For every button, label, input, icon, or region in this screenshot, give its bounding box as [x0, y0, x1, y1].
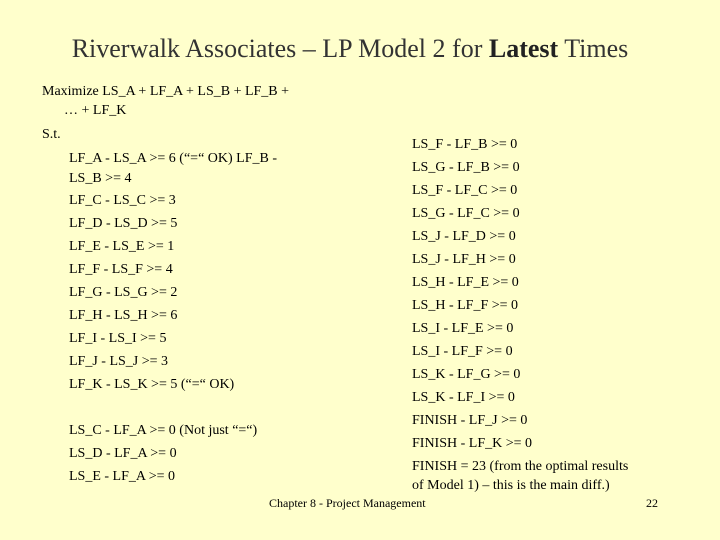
constraint-right-4: LS_G - LF_C >= 0: [412, 206, 520, 221]
footer-chapter: Chapter 8 - Project Management: [269, 496, 426, 510]
constraint-right-1: LS_F - LF_B >= 0: [412, 137, 518, 152]
constraint-right-3: LS_F - LF_C >= 0: [412, 183, 518, 198]
constraint-left-3: LF_C - LS_C >= 3: [69, 193, 176, 208]
constraint-right-10: LS_I - LF_F >= 0: [412, 344, 513, 359]
constraint-right-12: LS_K - LF_I >= 0: [412, 390, 515, 405]
constraint-left-2: LS_B >= 4: [69, 171, 132, 186]
footer-page-number: 22: [646, 496, 658, 510]
constraint-right-9: LS_I - LF_E >= 0: [412, 321, 514, 336]
constraint-right-11: LS_K - LF_G >= 0: [412, 367, 521, 382]
constraint-right-8: LS_H - LF_F >= 0: [412, 298, 519, 313]
constraint-right-15: FINISH = 23 (from the optimal results: [412, 459, 629, 474]
constraint-right-6: LS_J - LF_H >= 0: [412, 252, 516, 267]
slide-title: [0, 34, 700, 64]
objective-line-1: Maximize LS_A + LF_A + LS_B + LF_B +: [42, 84, 290, 99]
objective-line-2: … + LF_K: [64, 103, 127, 118]
constraint-left-8: LF_H - LS_H >= 6: [69, 308, 178, 323]
title-suffix: Times: [558, 34, 629, 63]
constraint-left-6: LF_F - LS_F >= 4: [69, 262, 173, 277]
constraint-right-7: LS_H - LF_E >= 0: [412, 275, 519, 290]
constraint-left-1: LF_A - LS_A >= 6 (“=“ OK) LF_B -: [69, 151, 278, 166]
title-prefix: Riverwalk Associates – LP Model 2 for: [71, 34, 489, 63]
precedence-left-3: LS_E - LF_A >= 0: [69, 469, 176, 484]
constraint-right-16: of Model 1) – this is the main diff.): [412, 478, 610, 493]
constraint-left-5: LF_E - LS_E >= 1: [69, 239, 175, 254]
precedence-left-1: LS_C - LF_A >= 0 (Not just “=“): [69, 423, 258, 438]
constraint-left-9: LF_I - LS_I >= 5: [69, 331, 167, 346]
constraint-right-2: LS_G - LF_B >= 0: [412, 160, 520, 175]
constraint-right-14: FINISH - LF_K >= 0: [412, 436, 533, 451]
constraint-left-4: LF_D - LS_D >= 5: [69, 216, 178, 231]
constraint-left-10: LF_J - LS_J >= 3: [69, 354, 169, 369]
subject-to-label: S.t.: [42, 127, 61, 142]
constraint-left-7: LF_G - LS_G >= 2: [69, 285, 178, 300]
precedence-left-2: LS_D - LF_A >= 0: [69, 446, 177, 461]
constraint-right-13: FINISH - LF_J >= 0: [412, 413, 528, 428]
title-bold: Latest: [488, 34, 559, 63]
constraint-left-11: LF_K - LS_K >= 5 (“=“ OK): [69, 377, 235, 392]
constraint-right-5: LS_J - LF_D >= 0: [412, 229, 516, 244]
